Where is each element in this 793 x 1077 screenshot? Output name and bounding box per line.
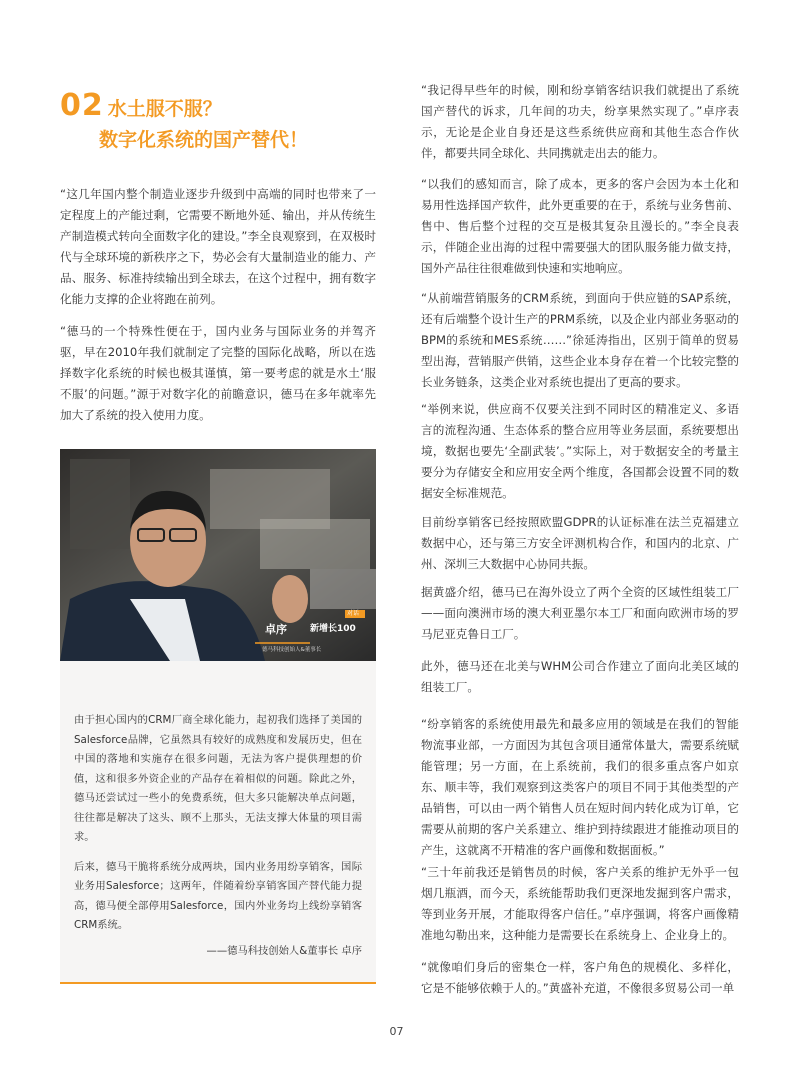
- section-heading: [60, 88, 390, 152]
- right-paragraph-1: “我记得早些年的时候，刚和纷享销客结识我们就提出了系统国产替代的诉求，几年间的功夫，纷享果然实现了。”卓序表示，无论是企业自身还是这些系统供应商和其他生态合作伙伴，都要共同全球化、共同携就走出去的能力。: [421, 83, 739, 160]
- quote-paragraph-2: 后来，德马干脆将系统分成两块，国内业务用纷享销客，国际业务用Salesforce；这两年，伴随着纷享销客国产替代能力提高，德马便全部停用Salesforce，国内外业务均上线纷享销客CRM系统。: [74, 860, 362, 931]
- right-paragraph-6: 据黄盛介绍，德马已在海外设立了两个全资的区域性组装工厂——面向澳洲市场的澳大利亚墨尔本工厂和面向欧洲市场的罗马尼亚克鲁日工厂。: [421, 585, 739, 641]
- right-paragraph-5: 目前纷享销客已经按照欧盟GDPR的认证标准在法兰克福建立数据中心，还与第三方安全评测机构合作，和国内的北京、广州、深圳三大数据中心协同共振。: [421, 515, 739, 571]
- right-paragraph-4: “举例来说，供应商不仅要关注到不同时区的精准定义、多语言的流程沟通、生态体系的整合应用等业务层面，系统要想出境，数据也要先‘全副武装’。”实际上，对于数据安全的考量主要分为存储安全和应用安全两个维度，各国都会设置不同的数据安全标准规范。: [421, 402, 739, 500]
- interview-photo: [60, 449, 376, 661]
- quote-box: [60, 661, 376, 984]
- page-number: 07: [389, 1025, 404, 1038]
- right-paragraph-8: “纷享销客的系统使用最先和最多应用的领域是在我们的智能物流事业部，一方面因为其包含项目通常体量大，需要系统赋能管理；另一方面，在上系统前，我们的很多重点客户如京东、顺丰等，我们观察到这类客户的项目不同于其他类型的产品销售，可以由一两个销售人员在短时间内转化成为订单，它需要从前期的客户关系建立、维护到持续跟进才能推动项目的产生，这就离不开精准的客户画像和数据面板。”: [421, 717, 739, 857]
- section-number: 02: [60, 88, 104, 123]
- section-title-line2: 数字化系统的国产替代！: [99, 129, 309, 151]
- right-paragraph-2: “以我们的感知而言，除了成本，更多的客户会因为本土化和易用性选择国产软件，此外更重要的在于，系统与业务售前、售中、售后整个过程的交互是极其复杂且漫长的。”李全良表示，伴随企业出海的过程中需要强大的团队服务能力做支持，国外产品往往很难做到快速和实地响应。: [421, 177, 739, 275]
- left-paragraph-2: “德马的一个特殊性便在于，国内业务与国际业务的并驾齐驱，早在2010年我们就制定了完整的国际化战略，所以在选择数字化系统的时候也极其谨慎，第一要考虑的就是水土‘服不服’的问题。”源于对数字化的前瞻意识，德马在多年就率先加大了系统的投入使用力度。: [60, 324, 376, 422]
- quote-signature: ——德马科技创始人&董事长 卓序: [206, 944, 362, 957]
- photo-tag: 对话: [347, 610, 360, 617]
- right-paragraph-3: “从前端营销服务的CRM系统，到面向于供应链的SAP系统，还有后端整个设计生产的PRM系统，以及企业内部业务驱动的BPM的系统和MES系统……”徐延涛指出，区别于简单的贸易型出海，营销服产供销，这些企业本身存在着一个比较完整的长业务链条，这类企业对系统也提出了更高的要求。: [421, 291, 739, 389]
- photo-logo-text: 新增长100: [310, 624, 356, 634]
- right-paragraph-10: “就像咱们身后的密集仓一样，客户角色的规模化、多样化，它是不能够依赖于人的。”黄盛补充道，不像很多贸易公司一单: [421, 960, 739, 995]
- right-paragraph-7: 此外，德马还在北美与WHM公司合作建立了面向北美区域的组装工厂。: [421, 659, 739, 694]
- quote-paragraph-1: 由于担心国内的CRM厂商全球化能力，起初我们选择了美国的Salesforce品牌，它虽然具有较好的成熟度和发展历史，但在中国的落地和实施存在很多问题，无法为客户提供理想的价值，这和很多外资企业的产品存在着相似的问题。除此之外，德马还尝试过一些小的免费系统，但大多只能解决单点问题，往往都是解决了这头、顾不上那头，无法支撑大体量的项目需求。: [74, 714, 362, 843]
- photo-subtitle-caption: 德马科技创始人&董事长: [262, 647, 322, 653]
- left-paragraph-1: “这几年国内整个制造业逐步升级到中高端的同时也带来了一定程度上的产能过剩，它需要不断地外延、输出，并从传统生产制造模式转向全面数字化的建设。”李全良观察到，在双极时代与全球环境的新秩序之下，势必会有大量制造业的能力、产品、服务、标准持续输出到全球去，在这个过程中，拥有数字化能力支撑的企业将跑在前列。: [60, 187, 376, 306]
- right-paragraph-9: “三十年前我还是销售员的时候，客户关系的维护无外乎一包烟几瓶酒，而今天，系统能帮助我们更深地发掘到客户需求，等到业务开展，才能取得客户信任。”卓序强调，将客户画像精准地勾勒出来，这种能力是需要长在系统身上、企业身上的。: [421, 865, 739, 942]
- section-title-line1: 水土服不服？: [107, 98, 222, 120]
- photo-name-caption: 卓序: [265, 623, 287, 636]
